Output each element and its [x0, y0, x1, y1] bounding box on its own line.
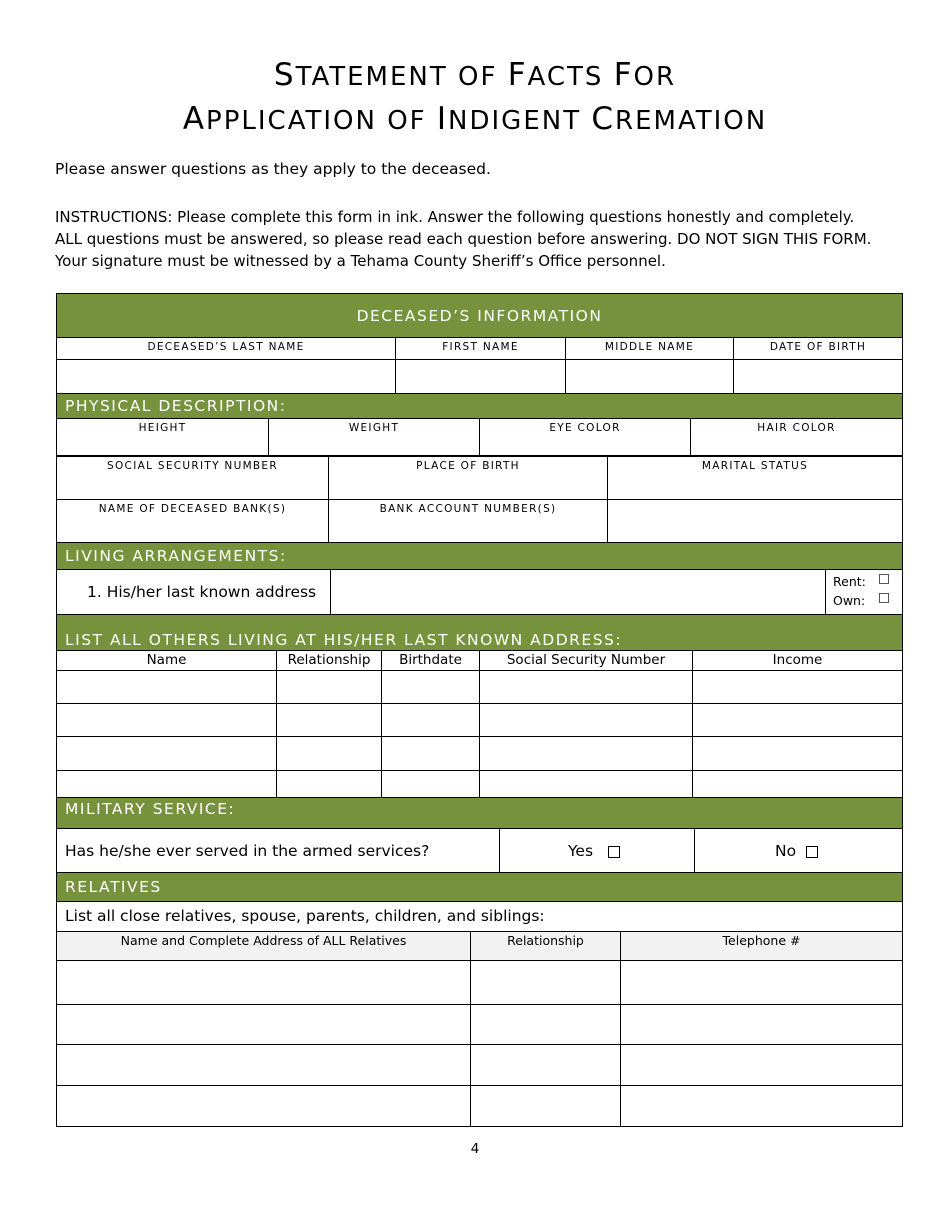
relatives-cell[interactable]	[470, 1004, 621, 1045]
others-cell[interactable]	[479, 770, 693, 798]
others-col-name: Name	[56, 650, 277, 671]
yes-label: Yes	[568, 842, 594, 860]
deceased-last-name-field[interactable]	[56, 337, 396, 394]
label-marital-status: MARITAL STATUS	[701, 460, 809, 472]
military-question: Has he/she ever served in the armed services?	[65, 842, 430, 860]
form-title-line1: STATEMENT OF FACTS FOR	[273, 57, 677, 93]
others-cell[interactable]	[56, 670, 277, 704]
others-cell[interactable]	[381, 670, 480, 704]
military-yes-option[interactable]	[568, 842, 620, 860]
others-cell[interactable]	[381, 770, 480, 798]
label-middle-name: MIDDLE NAME	[604, 341, 695, 353]
own-label: Own:	[833, 593, 866, 608]
relatives-cell[interactable]	[56, 1085, 471, 1127]
blank-field[interactable]	[607, 499, 903, 543]
others-col-birthdate: Birthdate	[381, 650, 480, 671]
section-living-header: LIVING ARRANGEMENTS:	[56, 542, 903, 570]
place-of-birth-field[interactable]	[328, 456, 608, 500]
relatives-cell[interactable]	[470, 1085, 621, 1127]
form-title-line2: APPLICATION OF INDIGENT CREMATION	[182, 101, 768, 137]
relatives-cell[interactable]	[620, 960, 903, 1005]
no-label: No	[775, 842, 797, 860]
relatives-col-name-address: Name and Complete Address of ALL Relatives	[56, 931, 471, 961]
others-cell[interactable]	[692, 703, 903, 737]
others-cell[interactable]	[381, 736, 480, 771]
others-cell[interactable]	[56, 736, 277, 771]
label-bank-name: NAME OF DECEASED BANK(S)	[98, 503, 287, 515]
deceased-dob-field[interactable]	[733, 337, 903, 394]
relatives-cell[interactable]	[470, 1044, 621, 1086]
relatives-instruction: List all close relatives, spouse, parents, children, and siblings:	[65, 907, 545, 925]
relatives-cell[interactable]	[620, 1085, 903, 1127]
address-question-cell	[56, 569, 331, 615]
others-cell[interactable]	[381, 703, 480, 737]
height-field[interactable]	[56, 418, 269, 456]
military-question-cell	[56, 828, 500, 873]
label-first-name: FIRST NAME	[442, 341, 519, 353]
others-cell[interactable]	[479, 703, 693, 737]
instructions-line-2: ALL questions must be answered, so please read each question before answering. DO NOT SIGN THIS FORM.	[55, 230, 872, 248]
rent-checkbox[interactable]	[879, 574, 889, 584]
others-cell[interactable]	[692, 670, 903, 704]
ssn-field[interactable]	[56, 456, 329, 500]
address-question: 1. His/her last known address	[87, 583, 317, 601]
section-military-header: MILITARY SERVICE:	[56, 797, 903, 829]
deceased-first-name-field[interactable]	[395, 337, 566, 394]
eye-color-field[interactable]	[479, 418, 691, 456]
address-field[interactable]	[330, 569, 826, 615]
others-cell[interactable]	[56, 703, 277, 737]
own-checkbox[interactable]	[879, 593, 889, 603]
marital-status-field[interactable]	[607, 456, 903, 500]
military-no-cell[interactable]	[694, 828, 903, 873]
relatives-cell[interactable]	[56, 1004, 471, 1045]
rent-own-cell	[825, 569, 903, 615]
intro-text: Please answer questions as they apply to the deceased.	[55, 160, 491, 178]
deceased-middle-name-field[interactable]	[565, 337, 734, 394]
bank-name-field[interactable]	[56, 499, 329, 543]
section-others-header: LIST ALL OTHERS LIVING AT HIS/HER LAST KNOWN ADDRESS:	[56, 614, 903, 651]
others-col-relationship: Relationship	[276, 650, 382, 671]
label-ssn: SOCIAL SECURITY NUMBER	[107, 460, 278, 472]
others-col-income: Income	[692, 650, 903, 671]
relatives-cell[interactable]	[620, 1004, 903, 1045]
instructions-line-1: INSTRUCTIONS: Please complete this form in ink. Answer the following questions honestly and completely.	[55, 208, 855, 226]
hair-color-field[interactable]	[690, 418, 903, 456]
section-physical-header: PHYSICAL DESCRIPTION:	[56, 393, 903, 419]
others-cell[interactable]	[276, 703, 382, 737]
section-relatives-header: RELATIVES	[56, 872, 903, 902]
military-yes-cell[interactable]	[499, 828, 695, 873]
label-place-of-birth: PLACE OF BIRTH	[416, 460, 520, 472]
relatives-cell[interactable]	[470, 960, 621, 1005]
relatives-cell[interactable]	[620, 1044, 903, 1086]
weight-field[interactable]	[268, 418, 480, 456]
others-cell[interactable]	[276, 770, 382, 798]
relatives-instruction-cell	[56, 901, 903, 932]
others-cell[interactable]	[56, 770, 277, 798]
bank-account-field[interactable]	[328, 499, 608, 543]
rent-label: Rent:	[833, 574, 866, 589]
others-cell[interactable]	[276, 736, 382, 771]
military-no-option[interactable]	[775, 842, 818, 860]
others-cell[interactable]	[692, 736, 903, 771]
label-date-of-birth: DATE OF BIRTH	[769, 341, 867, 353]
relatives-cell[interactable]	[56, 960, 471, 1005]
others-cell[interactable]	[692, 770, 903, 798]
no-checkbox[interactable]	[806, 846, 818, 858]
others-cell[interactable]	[276, 670, 382, 704]
relatives-col-telephone: Telephone #	[620, 931, 903, 961]
others-col-ssn: Social Security Number	[479, 650, 693, 671]
instructions	[55, 206, 905, 272]
page-number: 4	[470, 1141, 480, 1157]
yes-checkbox[interactable]	[608, 846, 620, 858]
others-cell[interactable]	[479, 736, 693, 771]
section-deceased-header: DECEASED’S INFORMATION	[56, 293, 903, 338]
label-last-name: DECEASED’S LAST NAME	[147, 341, 305, 353]
relatives-col-relationship: Relationship	[470, 931, 621, 961]
label-bank-account: BANK ACCOUNT NUMBER(S)	[379, 503, 557, 515]
label-hair-color: HAIR COLOR	[757, 422, 836, 434]
others-cell[interactable]	[479, 670, 693, 704]
instructions-line-3: Your signature must be witnessed by a Tehama County Sheriff’s Office personnel.	[55, 252, 666, 270]
label-eye-color: EYE COLOR	[549, 422, 621, 434]
label-height: HEIGHT	[138, 422, 187, 434]
relatives-cell[interactable]	[56, 1044, 471, 1086]
label-weight: WEIGHT	[348, 422, 400, 434]
